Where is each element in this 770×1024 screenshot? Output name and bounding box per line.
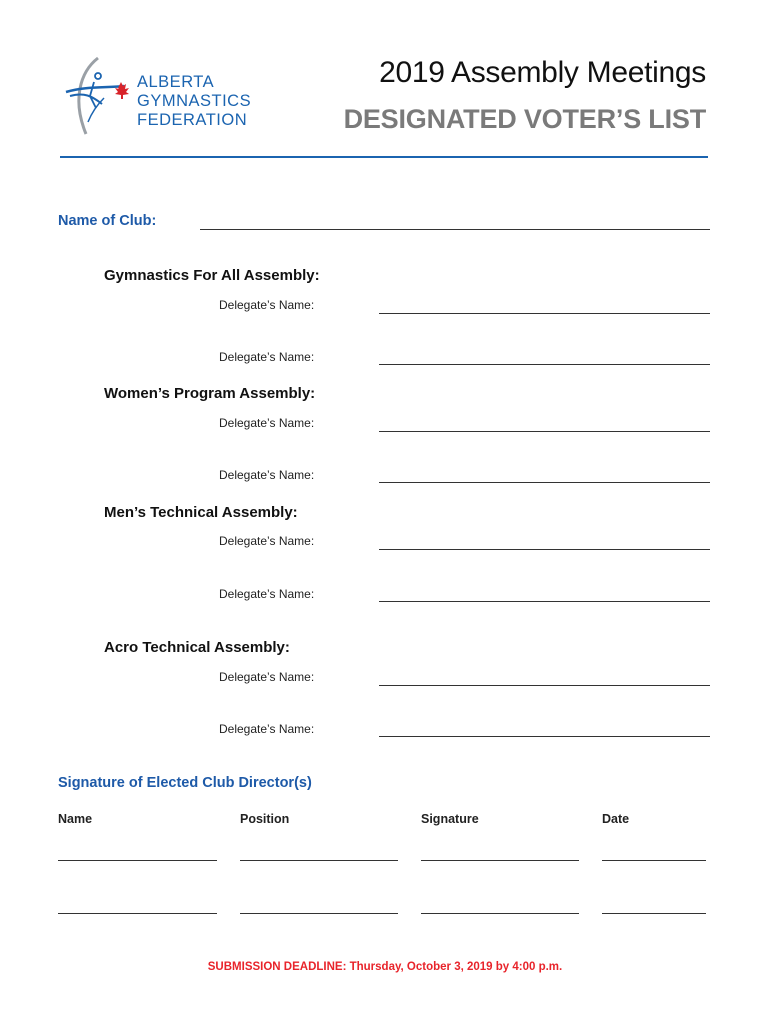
assembly-title-mens: Men’s Technical Assembly: bbox=[104, 504, 298, 521]
assembly-title-gfa: Gymnastics For All Assembly: bbox=[104, 267, 320, 284]
delegate-label: Delegate’s Name: bbox=[219, 534, 315, 548]
delegate-line[interactable] bbox=[379, 364, 710, 365]
column-header-name: Name bbox=[58, 812, 93, 826]
delegate-label: Delegate’s Name: bbox=[219, 670, 315, 684]
position-line[interactable] bbox=[240, 860, 398, 861]
date-line[interactable] bbox=[602, 913, 706, 914]
delegate-line[interactable] bbox=[379, 685, 710, 686]
logo-line-2: GYMNASTICS bbox=[137, 92, 252, 110]
federation-logo bbox=[58, 52, 268, 142]
signature-line[interactable] bbox=[421, 860, 579, 861]
gymnast-emblem-icon bbox=[58, 52, 136, 142]
delegate-line[interactable] bbox=[379, 736, 710, 737]
column-header-position: Position bbox=[240, 812, 290, 826]
name-line[interactable] bbox=[58, 860, 217, 861]
club-name-label: Name of Club: bbox=[58, 213, 157, 229]
page-subtitle: DESIGNATED VOTER’S LIST bbox=[343, 104, 706, 134]
position-line[interactable] bbox=[240, 913, 398, 914]
date-line[interactable] bbox=[602, 860, 706, 861]
delegate-label: Delegate’s Name: bbox=[219, 587, 315, 601]
submission-deadline: SUBMISSION DEADLINE: Thursday, October 3, 2019 by 4:00 p.m. bbox=[207, 961, 563, 973]
name-line[interactable] bbox=[58, 913, 217, 914]
delegate-label: Delegate’s Name: bbox=[219, 468, 315, 482]
assembly-title-womens: Women’s Program Assembly: bbox=[104, 385, 316, 402]
delegate-label: Delegate’s Name: bbox=[219, 416, 315, 430]
delegate-line[interactable] bbox=[379, 313, 710, 314]
delegate-line[interactable] bbox=[379, 431, 710, 432]
header-divider bbox=[60, 156, 708, 158]
delegate-label: Delegate’s Name: bbox=[219, 350, 315, 364]
logo-line-1: ALBERTA bbox=[137, 73, 215, 91]
column-header-signature: Signature bbox=[421, 812, 479, 826]
delegate-line[interactable] bbox=[379, 549, 710, 550]
delegate-line[interactable] bbox=[379, 601, 710, 602]
column-header-date: Date bbox=[602, 812, 630, 826]
page-title: 2019 Assembly Meetings bbox=[379, 56, 706, 89]
delegate-label: Delegate’s Name: bbox=[219, 722, 315, 736]
assembly-title-acro: Acro Technical Assembly: bbox=[104, 639, 290, 656]
signature-line[interactable] bbox=[421, 913, 579, 914]
delegate-line[interactable] bbox=[379, 482, 710, 483]
signature-section-title: Signature of Elected Club Director(s) bbox=[58, 775, 312, 791]
logo-line-3: FEDERATION bbox=[137, 111, 248, 129]
club-name-line[interactable] bbox=[200, 229, 710, 230]
delegate-label: Delegate’s Name: bbox=[219, 298, 315, 312]
